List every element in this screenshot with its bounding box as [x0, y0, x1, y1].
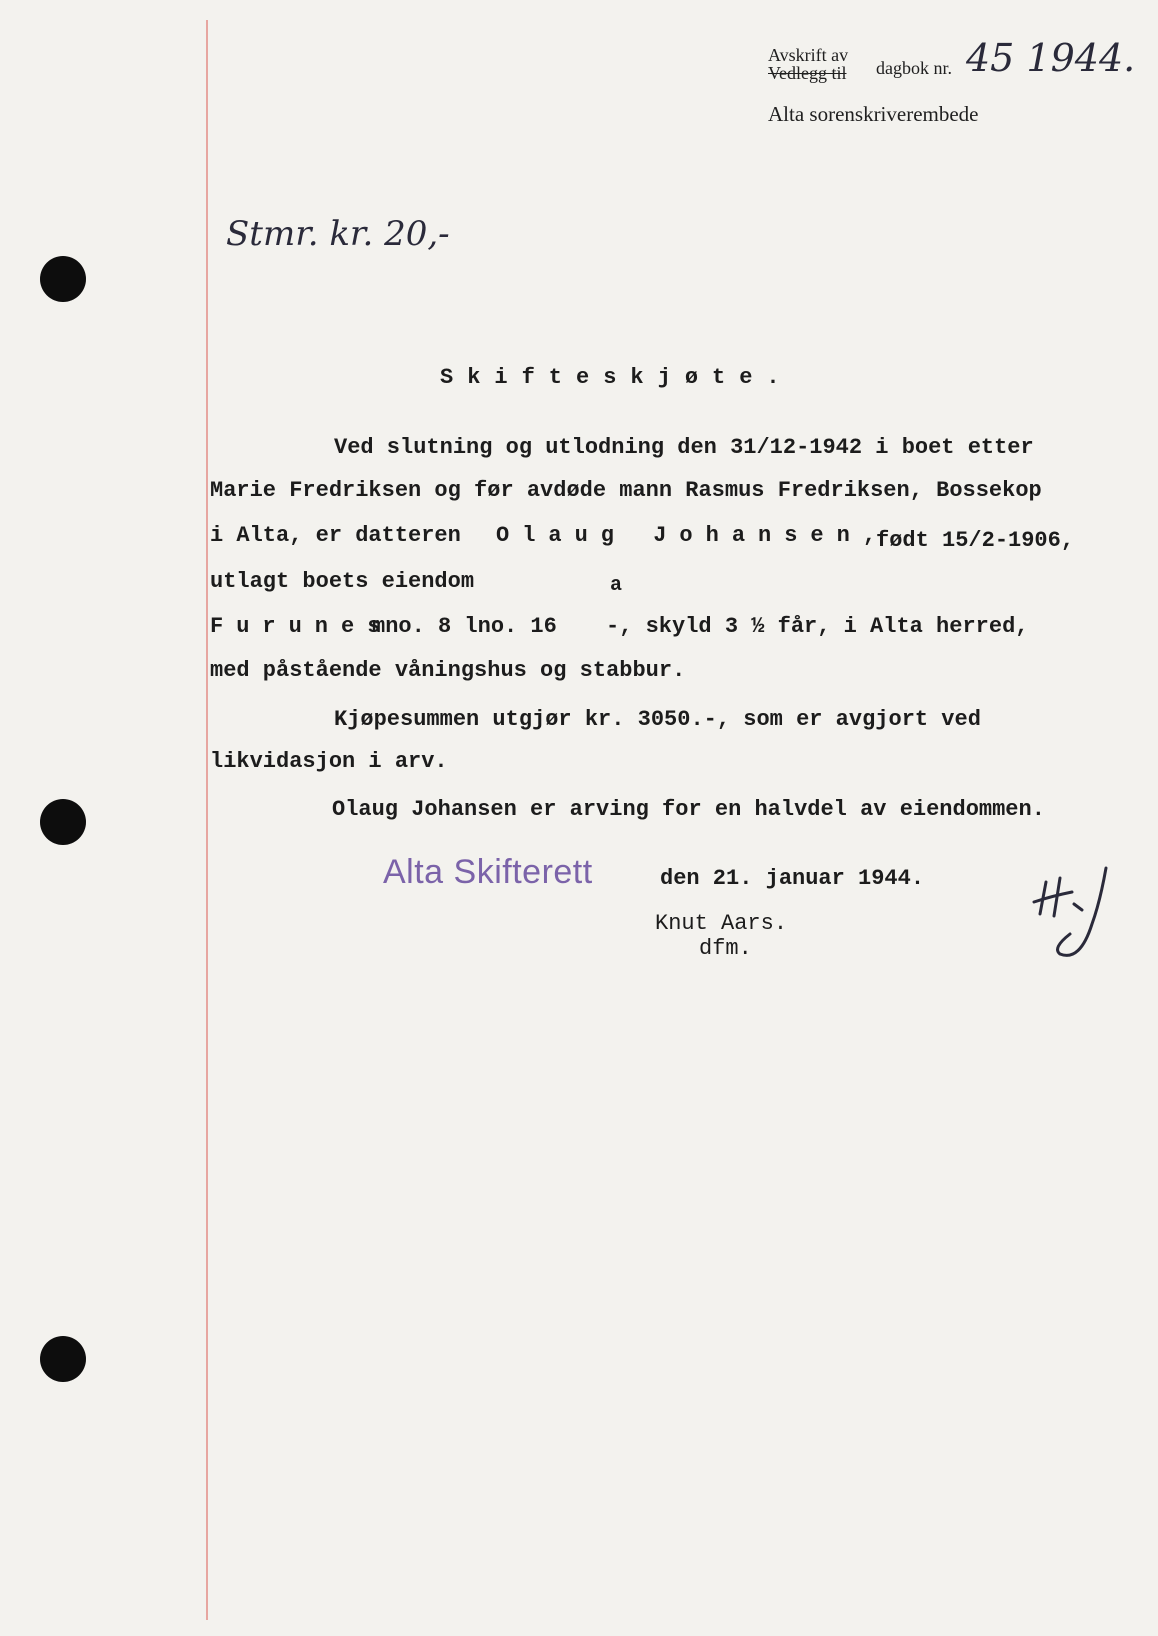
punch-hole	[40, 1336, 86, 1382]
body-line: Olaug Johansen er arving for en halvdel av eiendommen.	[332, 797, 1045, 822]
signatory-name: Knut Aars.	[655, 911, 788, 936]
court-stamp: Alta Skifterett	[383, 853, 593, 891]
document-title: Skifteskjøte.	[440, 365, 794, 390]
property-numbers: mno. 8 lno. 16	[372, 614, 557, 639]
date-line: den 21. januar 1944.	[660, 866, 925, 891]
office-name: Alta sorenskriverembede	[768, 102, 979, 126]
dagbok-label: dagbok nr.	[876, 58, 952, 78]
punch-hole	[40, 799, 86, 845]
body-line: med påstående våningshus og stabbur.	[210, 658, 686, 683]
avskrift-label: Avskrift av	[768, 45, 849, 65]
heir-name: Olaug Johansen,	[496, 523, 890, 548]
property-name: Furunes	[210, 614, 394, 639]
lno-superscript: a	[610, 574, 623, 597]
body-line: Kjøpesummen utgjør kr. 3050.-, som er avgjort ved	[334, 707, 981, 732]
birth-date: født 15/2-1906,	[876, 528, 1075, 553]
signatory-title: dfm.	[699, 936, 752, 961]
body-line: i Alta, er datteren	[210, 523, 461, 548]
body-line: Ved slutning og utlodning den 31/12-1942 i boet etter	[334, 435, 1034, 460]
body-line: likvidasjon i arv.	[210, 749, 448, 774]
body-line: Marie Fredriksen og før avdøde mann Rasmus Fredriksen, Bossekop	[210, 478, 1042, 503]
dagbok-number: 45 1944.	[966, 36, 1136, 80]
vedlegg-label: Vedlegg til	[768, 63, 847, 83]
body-line: utlagt boets eiendom	[210, 569, 475, 594]
punch-hole	[40, 256, 86, 302]
stamp-fee-note: Stmr. kr. 20,-	[226, 214, 450, 254]
handwritten-initials	[1030, 862, 1130, 972]
body-line: -, skyld 3 ½ får, i Alta herred,	[606, 614, 1029, 639]
margin-rule	[206, 20, 208, 1620]
